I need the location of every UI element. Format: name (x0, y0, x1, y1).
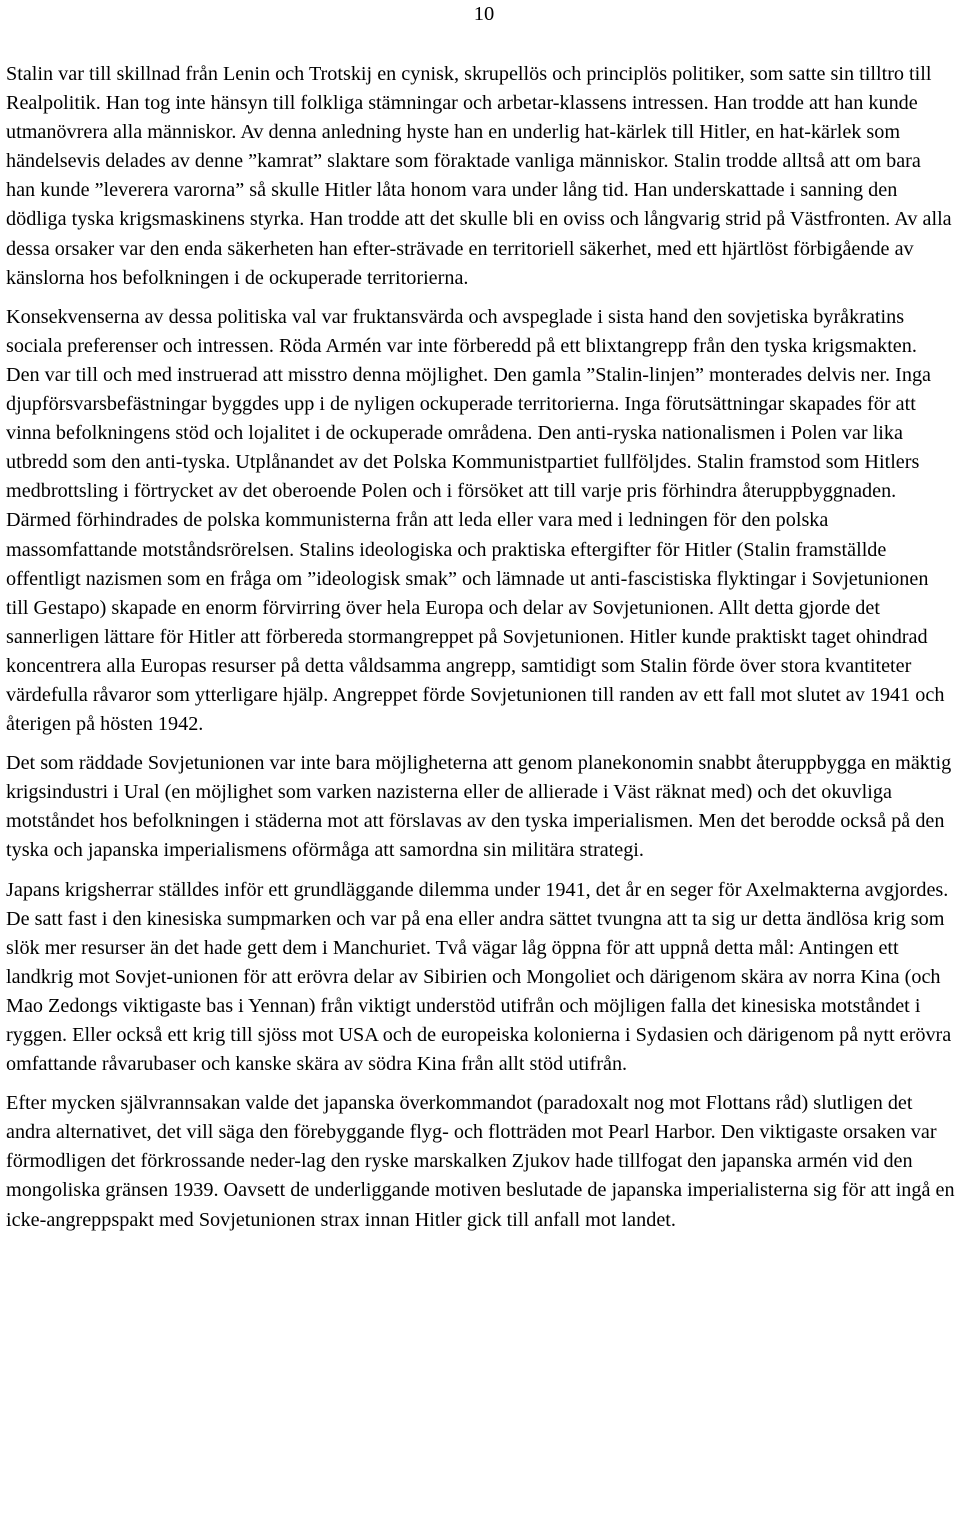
page-body (6, 60, 955, 1245)
paragraph-japan-dilemma: Japans krigsherrar ställdes inför ett grundläggande dilemma under 1941, det år en seger för Axelmakterna avgjordes. De satt fast i den kinesiska sumpmarken och var på ena eller andra sättet tvungna att ta sig ur detta ändlösa krig som slök mer resurser än det hade gett dem i Manchuriet. Två vägar låg öppna för att uppnå detta mål: Antingen ett landkrig mot Sovjet-unionen för att erövra delar av Sibirien och Mongoliet och därigenom skära av norra Kina (och Mao Zedongs viktigaste bas i Yennan) från viktigt understöd utifrån och möjligen falla det kinesiska motståndet i ryggen. Eller också ett krig till sjöss mot USA och de europeiska kolonierna i Sydasien och därigenom på nytt erövra omfattande råvarubaser och kanske skära av södra Kina från allt stöd utifrån. (6, 878, 952, 1076)
paragraph-pearl-harbor: Efter mycken självrannsakan valde det japanska överkommandot (paradoxalt nog mot Flottans råd) slutligen det andra alternativet, det vill säga den förebyggande flyg- och flotträden mot Pearl Harbor. Den viktigaste orsaken var förmodligen det förkrossande neder-lag den ryske marskalken Zjukov hade tillfogat den japanska armén vid den mongoliska gränsen 1939. Oavsett de underliggande motiven beslutade de japanska imperialisterna sig för att ingå en icke-angreppspakt med Sovjetunionen strax innan Hitler gick till anfall mot landet. (6, 1092, 955, 1231)
page-number: 10 (473, 3, 495, 25)
paragraph-consequences: Konsekvenserna av dessa politiska val var fruktansvärda och avspeglade i sista hand den sovjetiska byråkratins sociala preferenser och intressen. Röda Armén var inte förberedd på ett blixtangrepp från den tyska krigsmakten. Den var till och med instruerad att misstro denna möjlighet. Den gamla ”Stalin-linjen” monterades delvis ner. Inga djupförsvarsbefästningar byggdes upp i de nyligen ockuperade territorierna. Inga förutsättningar skapades för att vinna befolkningens stöd och lojalitet i de ockuperade områdena. Den anti-ryska nationalismen i Polen var lika utbredd som den anti-tyska. Utplånandet av det Polska Kommunistpartiet fullföljdes. Stalin framstod som Hitlers medbrottsling i förtrycket av det oberoende Polen och i försöket att till varje pris förhindra återuppbyggnaden. Därmed förhindrades de polska kommunisterna från att leda eller vara med i ledningen för den polska massomfattande motståndsrörelsen. Stalins ideologiska och praktiska eftergifter för Hitler (Stalin framställde offentligt nazismen som en fråga om ”ideologisk smak” och lämnade ut anti-fascistiska flyktingar i Sovjetunionen till Gestapo) skapade en enorm förvirring över hela Europa och delar av Sovjetunionen. Allt detta gjorde det sannerligen lättare för Hitler att förbereda stormangreppet på Sovjetunionen. Hitler kunde praktiskt taget ohindrad koncentrera alla Europas resurser på detta våldsamma angrepp, samtidigt som Stalin förde över stora kvantiteter värdefulla råvaror som ytterligare hjälp. Angreppet förde Sovjetunionen till randen av ett fall mot slutet av 1941 och återigen på hösten 1942. (6, 305, 945, 736)
paragraph-stalin-realpolitik: Stalin var till skillnad från Lenin och Trotskij en cynisk, skrupellös och principlös politiker, som satte sin tilltro till Realpolitik. Han tog inte hänsyn till folkliga stämningar och arbetar-klassens intressen. Han trodde att han kunde utmanövrera alla människor. Av denna anledning hyste han en underlig hat-kärlek till Hitler, en hat-kärlek som händelsevis delades av denne ”kamrat” slaktare som föraktade vanliga människor. Stalin trodde alltså att om bara han kunde ”leverera varorna” så skulle Hitler låta honom vara under lång tid. Han underskattade i sanning den dödliga tyska krigsmaskinens styrka. Han trodde att det skulle bli en oviss och långvarig strid på Västfronten. Av alla dessa orsaker var den enda säkerheten han efter-strävade en territoriell säkerhet, med ett hjärtlöst förbigående av känslorna hos befolkningen i de ockuperade territorierna. (6, 63, 952, 289)
paragraph-soviet-rescue: Det som räddade Sovjetunionen var inte bara möjligheterna att genom planekonomin snabbt återuppbygga en mäktig krigsindustri i Ural (en möjlighet som varken nazisterna eller de allierade i Väst räknat med) och det okuvliga motståndet hos befolkningen i städerna mot att förslavas av den tyska imperialismen. Men det berodde också på den tyska och japanska imperialismens oförmåga att samordna sin militära strategi. (6, 752, 952, 862)
